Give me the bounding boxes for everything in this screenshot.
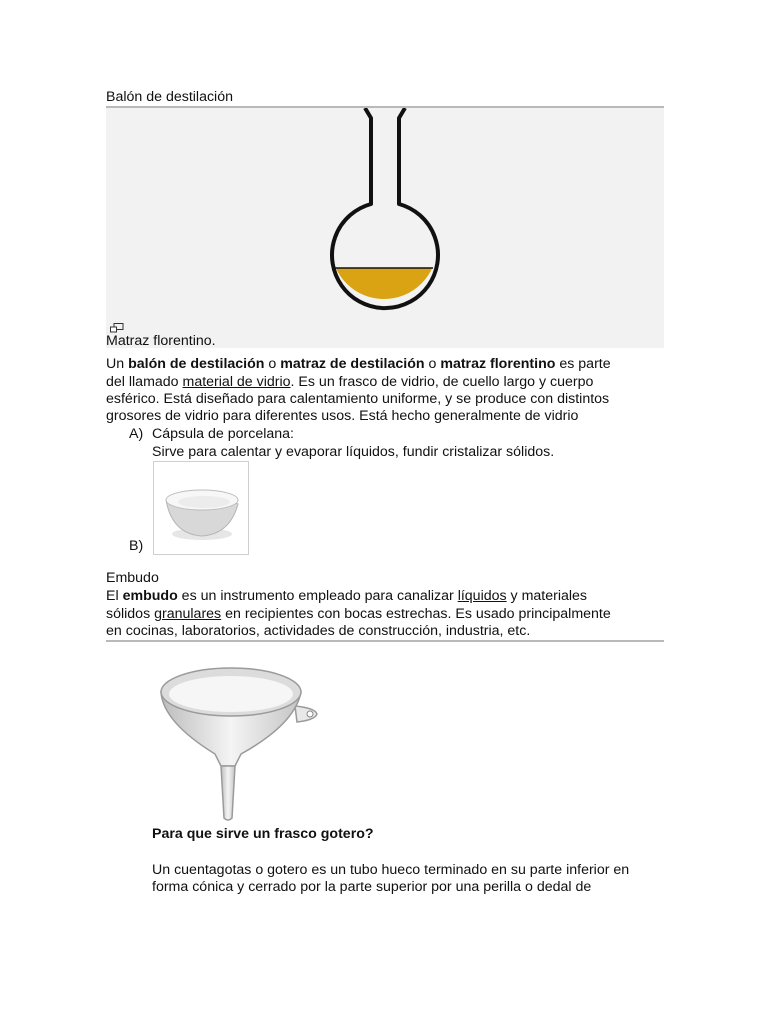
section-title-balon: Balón de destilación (106, 89, 233, 105)
list-marker-b: B) (129, 538, 144, 554)
flask-image (106, 108, 664, 348)
paragraph-line: en cocinas, laboratorios, actividades de construcción, industria, etc. (106, 623, 531, 639)
list-item-desc: Sirve para calentar y evaporar líquidos, fundir cristalizar sólidos. (152, 444, 555, 460)
paragraph-line: forma cónica y cerrado por la parte superior por una perilla o dedal de (152, 879, 592, 895)
flask-drawing (106, 108, 664, 348)
paragraph-line: esférico. Está diseñado para calentamiento uniforme, y se produce con distintos (106, 391, 610, 407)
paragraph-line: sólidos granulares en recipientes con bocas estrechas. Es usado principalmente (106, 606, 611, 622)
paragraph-line: grosores de vidrio para diferentes usos. Está hecho generalmente de vidrio (106, 408, 579, 424)
list-item-title: Cápsula de porcelana: (152, 426, 294, 442)
list-marker-a: A) (129, 426, 144, 442)
section-title-embudo: Embudo (106, 570, 159, 586)
paragraph-line: El embudo es un instrumento empleado para canalizar líquidos y materiales (106, 588, 588, 604)
paragraph-line: Un balón de destilación o matraz de destilación o matraz florentino es parte (106, 356, 611, 372)
link-granulares[interactable]: granulares (154, 606, 222, 622)
paragraph-line: del llamado material de vidrio. Es un frasco de vidrio, de cuello largo y cuerpo (106, 374, 594, 390)
funnel-image (155, 662, 325, 824)
paragraph-line: Un cuentagotas o gotero es un tubo hueco terminado en su parte inferior en (152, 862, 630, 878)
funnel-drawing (155, 662, 325, 824)
section-heading-gotero: Para que sirve un frasco gotero? (152, 826, 374, 842)
porcelain-capsule-image (153, 461, 249, 555)
link-material-de-vidrio[interactable]: material de vidrio (182, 374, 291, 390)
capsule-drawing (154, 462, 248, 554)
enlarge-icon[interactable] (110, 323, 124, 333)
flask-caption: Matraz florentino. (106, 333, 216, 349)
link-liquidos[interactable]: líquidos (457, 588, 507, 604)
divider (106, 640, 664, 642)
